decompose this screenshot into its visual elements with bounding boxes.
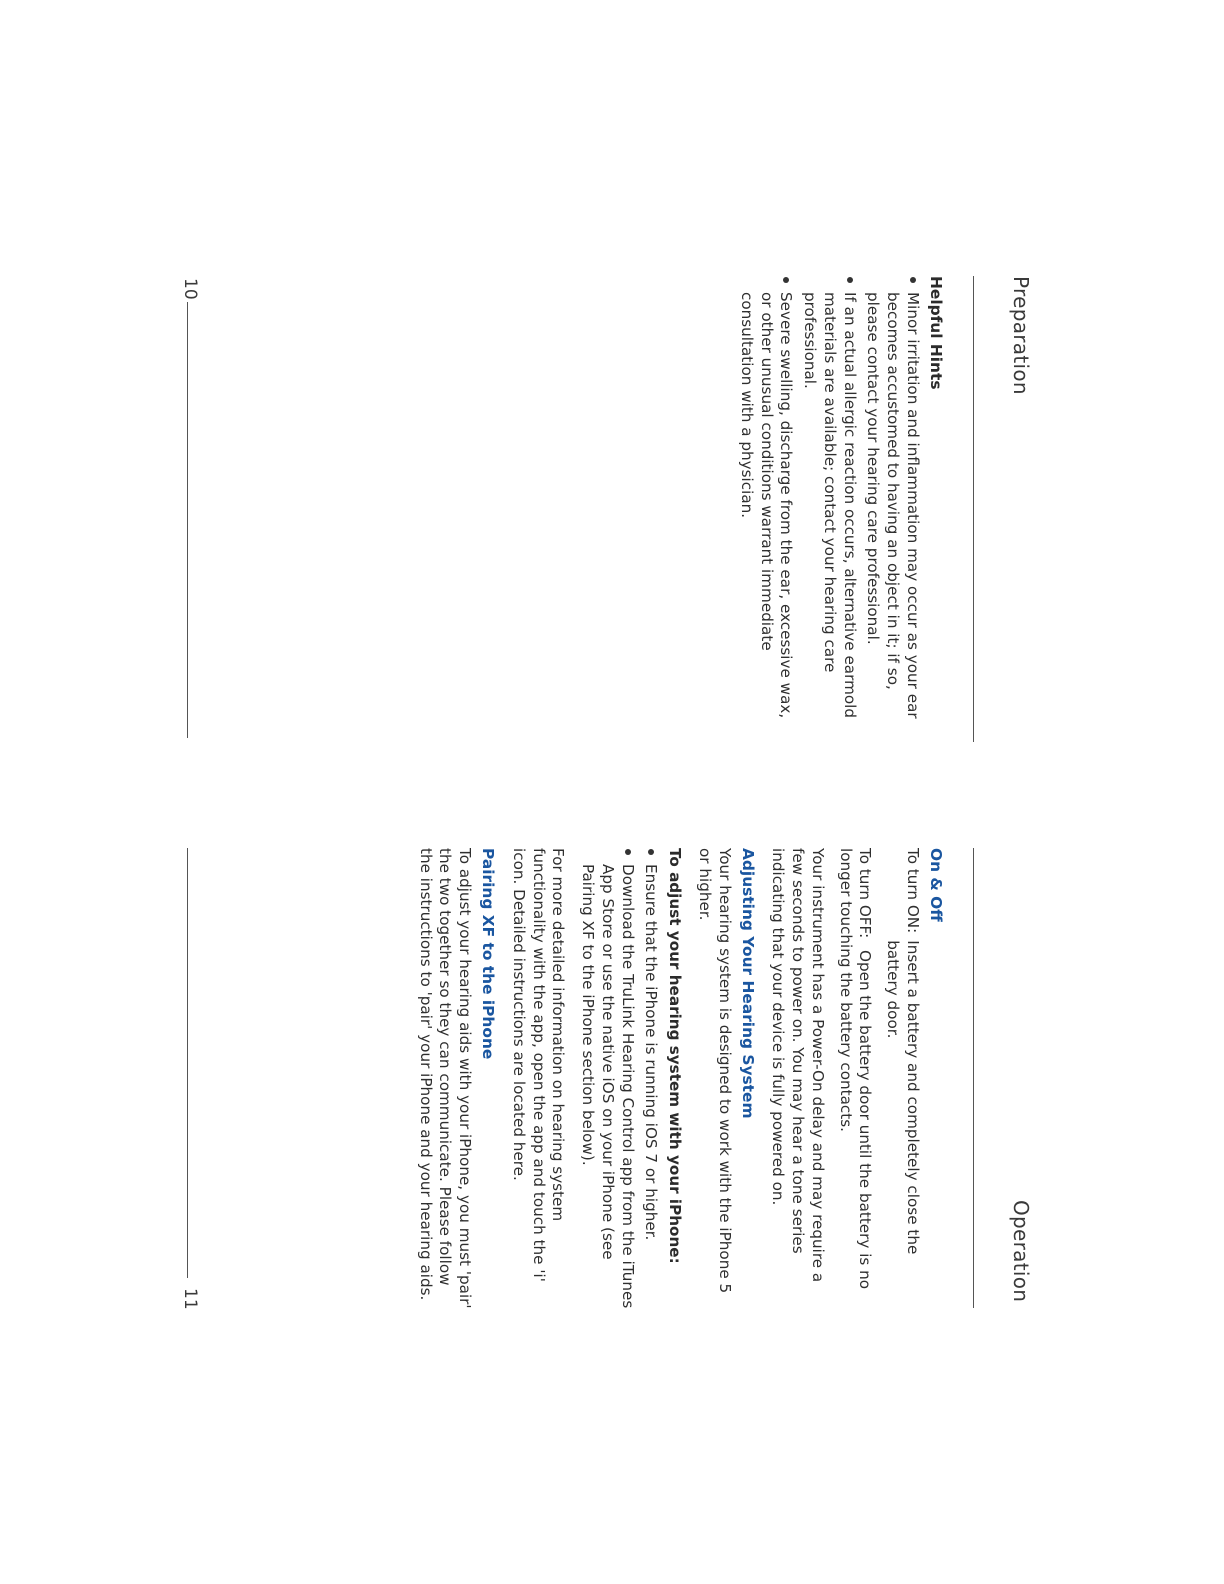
helpful-hints-list bbox=[736, 276, 922, 736]
turn-on-term: To turn ON: bbox=[903, 848, 922, 934]
bullet-icon bbox=[625, 849, 631, 855]
right-page-number: 11 bbox=[180, 1288, 200, 1310]
right-footer-rule bbox=[187, 848, 188, 1278]
turn-on-row bbox=[882, 848, 922, 1310]
left-page-header: Preparation bbox=[1009, 276, 1033, 395]
more-info-text: For more detailed information on hearing system functionality with the app, open the app and touch the 'i' icon. Detailed instructions are located here. bbox=[509, 848, 568, 1282]
on-off-heading: On & Off bbox=[927, 848, 945, 922]
bullet-icon bbox=[910, 277, 916, 283]
bullet-icon bbox=[847, 277, 853, 283]
adjusting-list bbox=[577, 848, 660, 1310]
adjusting-subheading: To adjust your hearing system with your iPhone: bbox=[666, 848, 685, 1264]
helpful-hint-text: Minor irritation and inflammation may occur as your ear becomes accustomed to having an object in it; if so, please contact your hearing care professional. bbox=[864, 292, 922, 719]
list-item bbox=[641, 848, 661, 1310]
adjusting-heading: Adjusting Your Hearing System bbox=[738, 848, 757, 1119]
power-on-note: Your instrument has a Power-On delay and may require a few seconds to power on. You may hear a tone series indicating that your device is fully powered on. bbox=[769, 848, 827, 1283]
list-item bbox=[577, 848, 636, 1310]
bullet-icon bbox=[783, 277, 789, 283]
turn-off-row bbox=[835, 848, 875, 1310]
right-header-rule bbox=[973, 848, 974, 1308]
left-footer-rule bbox=[187, 302, 188, 738]
left-header-rule bbox=[973, 276, 974, 742]
helpful-hint-text: If an actual allergic reaction occurs, alternative earmold materials are available; contact your hearing care professional. bbox=[801, 292, 859, 719]
helpful-hints-section bbox=[726, 276, 946, 736]
helpful-hints-heading: Helpful Hints bbox=[927, 276, 945, 390]
right-page-header: Operation bbox=[1009, 1200, 1033, 1303]
helpful-hint-text: Severe swelling, discharge from the ear, excessive wax, or other unusual conditions warrant immediate consultation with a physician. bbox=[737, 292, 796, 719]
list-item bbox=[863, 276, 922, 736]
bullet-icon bbox=[648, 849, 654, 855]
turn-on-description: Insert a battery and completely close the battery door. bbox=[884, 940, 922, 1255]
operation-content bbox=[405, 848, 946, 1310]
turn-off-term: To turn OFF: bbox=[856, 848, 875, 939]
list-item bbox=[799, 276, 858, 736]
pairing-heading: Pairing XF to the iPhone bbox=[479, 848, 498, 1060]
pairing-body: To adjust your hearing aids with your iPhone, you must 'pair' the two together so they can communicate. Please follow the instructions to 'pair' your iPhone and your hearing aids. bbox=[416, 848, 475, 1309]
list-item bbox=[736, 276, 795, 736]
adjusting-step-text: Ensure that the iPhone is running iOS 7 or higher. bbox=[642, 864, 661, 1241]
left-page-number: 10 bbox=[180, 278, 200, 300]
turn-off-description: Open the battery door until the battery is no longer touching the battery contacts. bbox=[836, 848, 875, 1290]
adjusting-step-text: Download the TruLink Hearing Control app from the iTunes App Store or use the native iOS on your iPhone (see Pairing XF to the iPhone section below). bbox=[579, 864, 637, 1309]
adjusting-intro: Your hearing system is designed to work with the iPhone 5 or higher. bbox=[695, 848, 734, 1294]
